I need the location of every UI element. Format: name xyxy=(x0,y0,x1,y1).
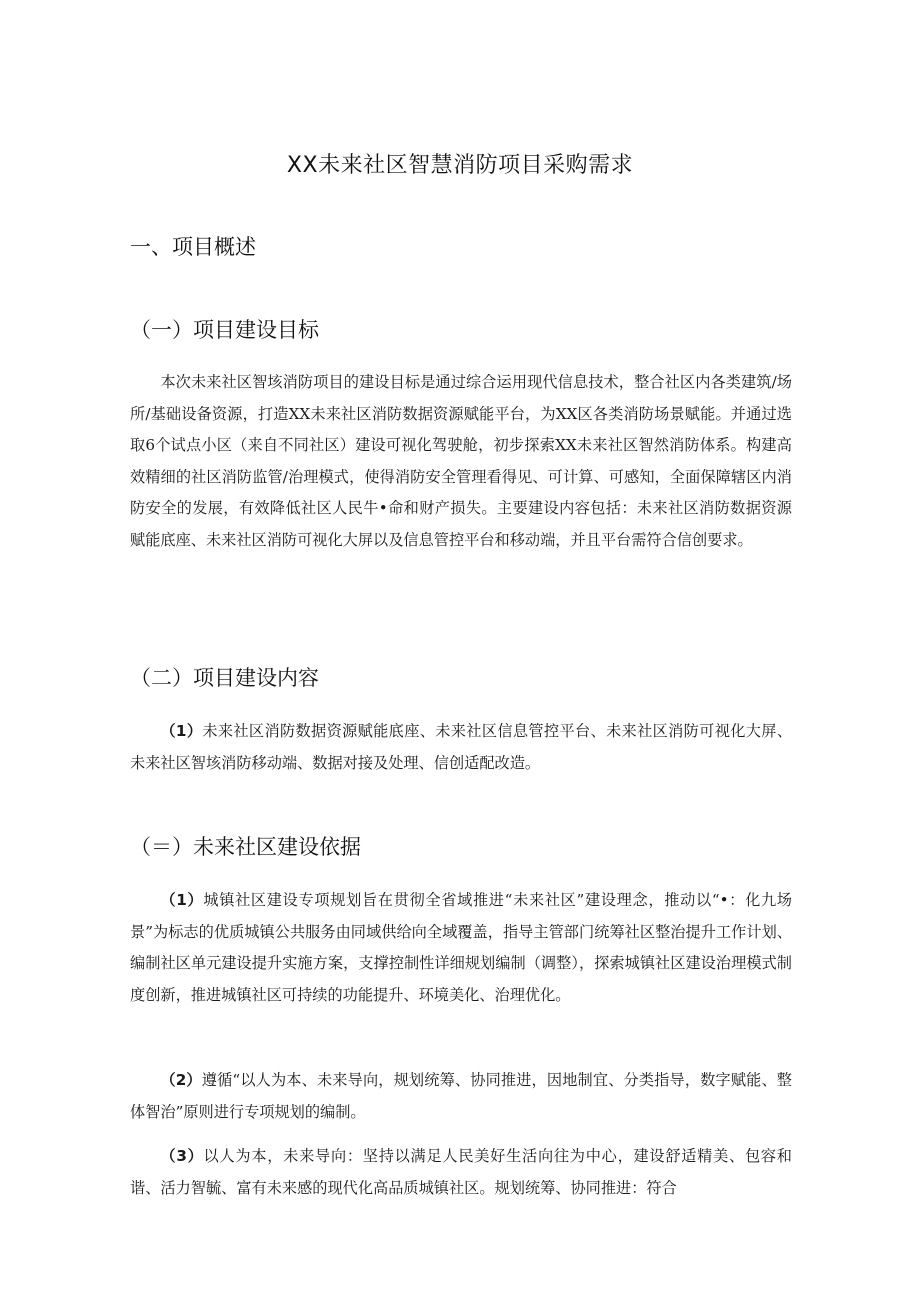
subsection-heading-content: （二）项目建设内容 xyxy=(130,666,319,690)
item-number: （2） xyxy=(160,1071,202,1089)
paragraph-goals: 本次未来社区智垓消防项目的建设目标是通过综合运用现代信息技术，整合社区内各类建筑/场所/基础设备资源，打造XX未来社区消防数据资源赋能平台，为XX区各类消防场景赋能。并通过选取6个试点小区（来自不同社区）建设可视化驾驶舱，初步探索XX未来社区智然消防体系。构建高效精细的社区消防监管/治理模式，使得消防安全管理看得见、可计算、可感知，全面保障辖区内消防安全的发展，有效降低社区人民牛•命和财产损失。主要建设内容包括：未来社区消防数据资源赋能底座、未来社区消防可视化大屏以及信息管控平台和移动端，并且平台需符合信创要求。 xyxy=(130,373,792,549)
paragraph-content-item-1 xyxy=(130,716,792,779)
item-number: （1） xyxy=(160,722,203,740)
item-text: 遵循“以人为本、未来导向，规划统筹、协同推进，因地制宜、分类指导，数字赋能、整体智治”原则进行专项规划的编制。 xyxy=(130,1071,792,1121)
paragraph-basis-item-2 xyxy=(130,1065,792,1128)
item-number: （3） xyxy=(160,1147,204,1165)
paragraph-basis-item-1 xyxy=(130,885,792,1011)
paragraph-basis-item-3 xyxy=(130,1141,792,1204)
item-number: （1） xyxy=(160,891,204,909)
subsection-heading-basis: （＝）未来社区建设依据 xyxy=(130,835,361,859)
item-text: 未来社区消防数据资源赋能底座、未来社区信息管控平台、未来社区消防可视化大屏、未来社区智垓消防移动端、数据对接及处理、信创适配改造。 xyxy=(130,722,793,772)
item-text: 以人为本，未来导向：坚持以满足人民美好生活向往为中心，建设舒适精美、包容和谐、活力智毓、富有未来感的现代化高品质城镇社区。规划统筹、协同推进：符合 xyxy=(130,1147,792,1197)
subsection-heading-goals: （一）项目建设目标 xyxy=(130,318,319,342)
section-heading-overview: 一、项目概述 xyxy=(130,235,256,259)
item-text: 城镇社区建设专项规划旨在贯彻全省域推进“未来社区”建设理念，推动以“•：化九场景”为标志的优质城镇公共服务由同域供给向全域覆盖，指导主管部门统筹社区整治提升工作计划、编制社区单元建设提升实施方案，支撑控制性详细规划编制（调整），探索城镇社区建设治理模式制度创新，推进城镇社区可持续的功能提升、环境美化、治理优化。 xyxy=(130,891,792,1004)
document-title: XX未来社区智慧消防项目采购需求 xyxy=(286,153,634,178)
